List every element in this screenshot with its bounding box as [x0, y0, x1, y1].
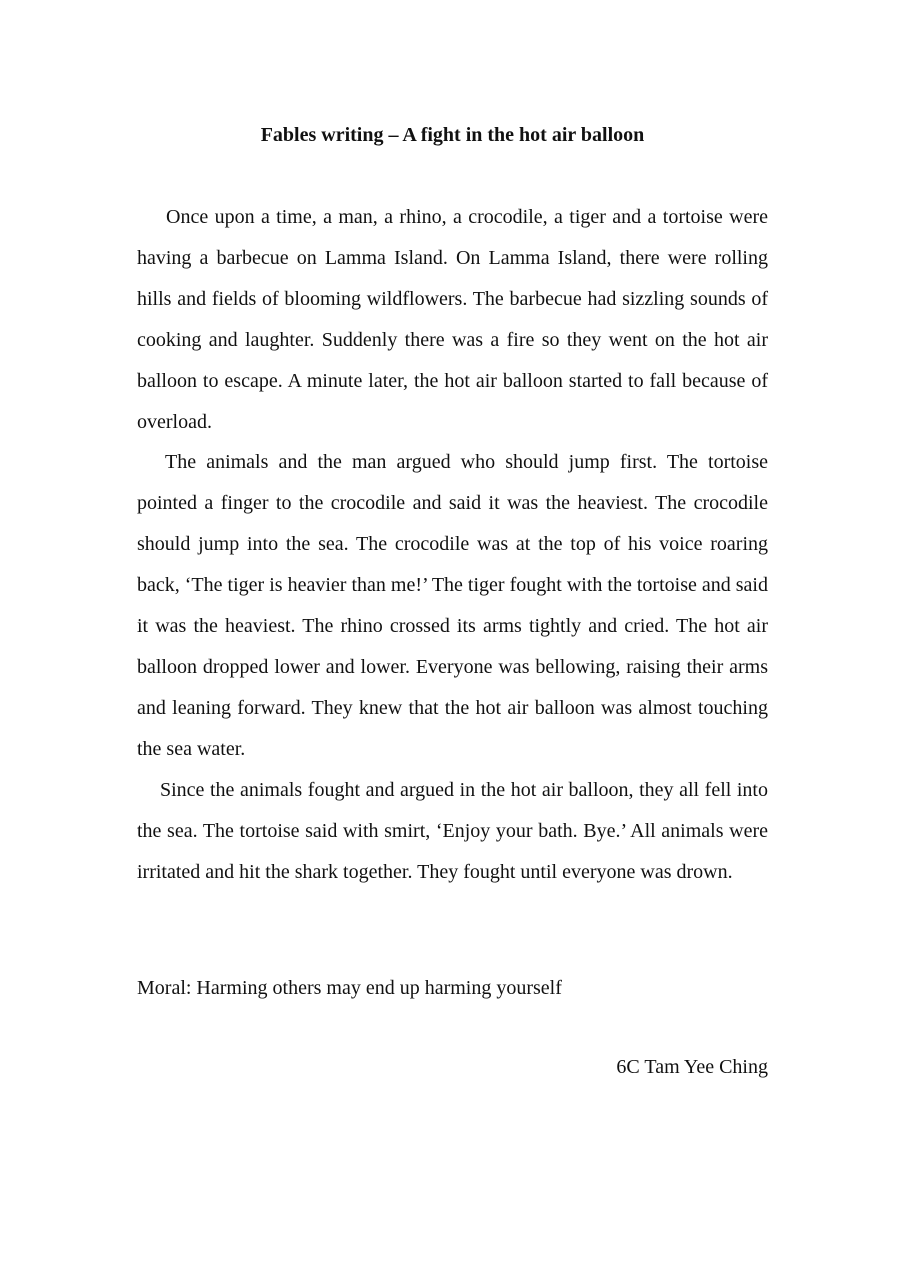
story-paragraph-3: Since the animals fought and argued in the hot air balloon, they all fell into the sea. The tortoise said with smirt, ‘Enjoy your bath. Bye.’ All animals were irritated and hit the shark together. They fought until everyone was drown. — [137, 778, 768, 883]
moral-line: Moral: Harming others may end up harming yourself — [137, 977, 562, 999]
story-paragraph-1: Once upon a time, a man, a rhino, a crocodile, a tiger and a tortoise were having a barbecue on Lamma Island. On Lamma Island, there were rolling hills and fields of blooming wildflowers. The barbecue had sizzling sounds of cooking and laughter. Suddenly there was a fire so they went on the hot air balloon to escape. A minute later, the hot air balloon started to fall because of overload. — [137, 206, 768, 433]
story-paragraph-2: The animals and the man argued who should jump first. The tortoise pointed a finger to the crocodile and said it was the heaviest. The crocodile should jump into the sea. The crocodile was at the top of his voice roaring back, ‘The tiger is heavier than me!’ The tiger fought with the tortoise and said it was the heaviest. The rhino crossed its arms tightly and cried. The hot air balloon dropped lower and lower. Everyone was bellowing, raising their arms and leaning forward. They knew that the hot air balloon was almost touching the sea water. — [137, 451, 768, 760]
author-signature: 6C Tam Yee Ching — [616, 1056, 768, 1078]
document-title: Fables writing – A fight in the hot air balloon — [260, 124, 645, 146]
story-body — [137, 197, 768, 892]
